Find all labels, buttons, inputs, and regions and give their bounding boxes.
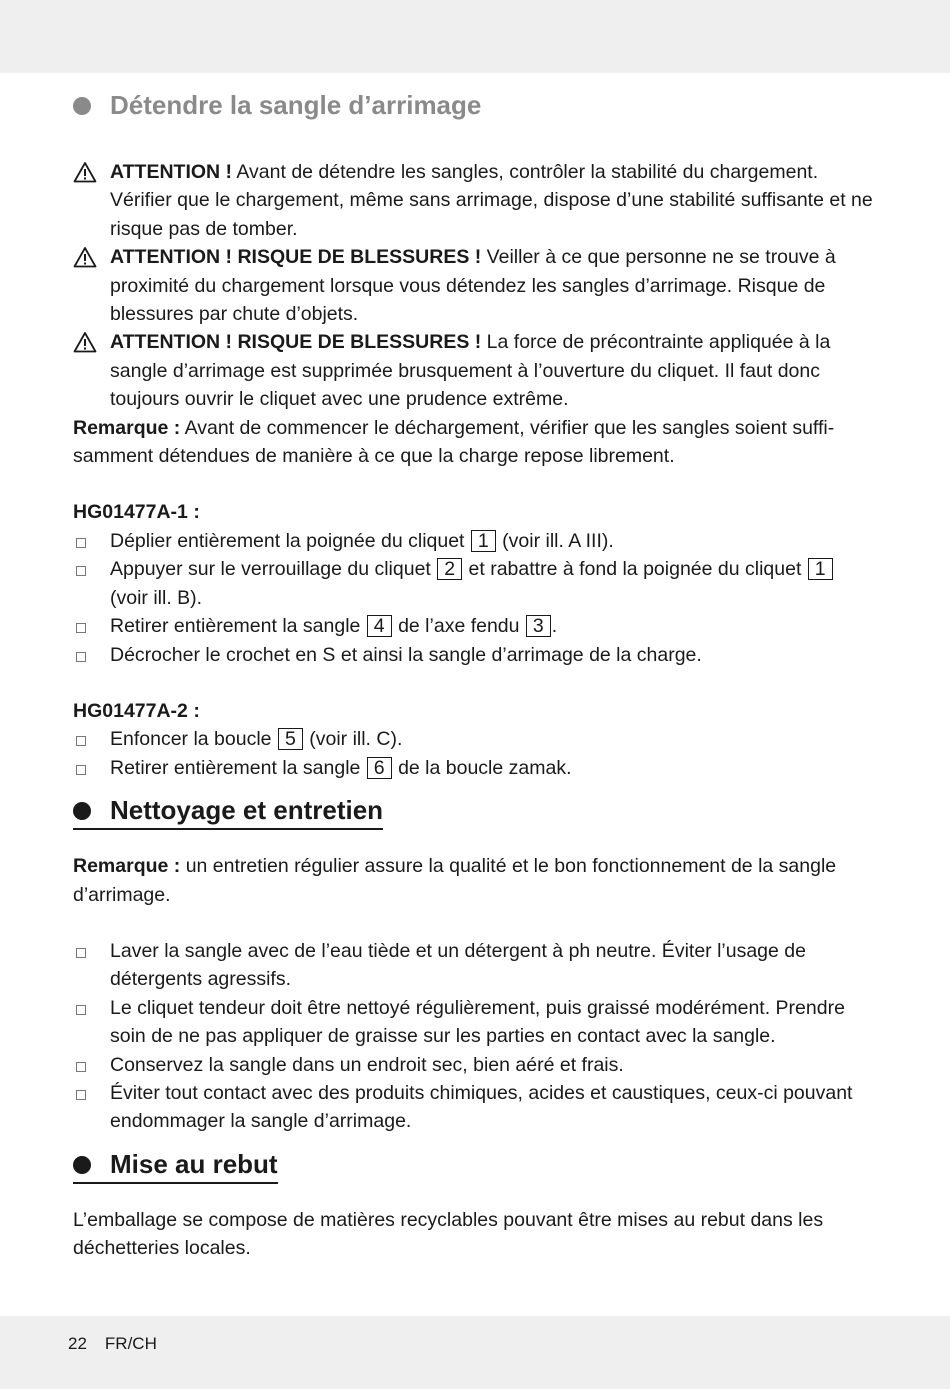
checkbox-square-icon	[76, 566, 86, 576]
item-text: Laver la sangle avec de l’eau tiède et un détergent à ph neutre. Éviter l’usage de détergents agressifs.	[110, 939, 806, 991]
part-number-ref: 6	[367, 757, 392, 779]
checkbox-square-icon	[76, 765, 86, 775]
disposal-paragraph: L’emballage se compose de matières recyclables pouvant être mises au rebut dans les déchetteries locales.	[73, 1208, 824, 1260]
checkbox-square-icon	[76, 1005, 86, 1015]
item-text: de la boucle zamak.	[392, 756, 572, 779]
section-heading-nettoyage	[73, 793, 383, 830]
item-text: Éviter tout contact avec des produits chimiques, acides et caustiques, ceux-ci pouvant endommager la sangle d’arrimage.	[110, 1081, 853, 1133]
list-item	[73, 1051, 873, 1079]
note-label: Remarque :	[73, 855, 181, 878]
item-text: (voir ill. C).	[303, 728, 403, 751]
list-item	[73, 555, 873, 612]
note-paragraph	[73, 852, 873, 909]
warning-label: ATTENTION !	[110, 161, 233, 183]
header-band	[0, 0, 950, 73]
warning-text: La force de précontrainte appliquée à la sangle d’arrimage est supprimée brusquement à l’ouverture du cliquet. Il faut donc toujours ouvrir le cliquet avec une prudence extrême.	[110, 331, 831, 411]
section-heading-detendre	[73, 88, 873, 122]
note-label: Remarque :	[73, 416, 181, 439]
item-text: Appuyer sur le verrouillage du cliquet	[110, 558, 437, 581]
warning-triangle-icon	[73, 161, 97, 183]
item-text: Retirer entièrement la sangle	[110, 615, 366, 638]
item-text: (voir ill. A III).	[496, 529, 614, 552]
warning-text: Veiller à ce que personne ne se trouve à proximité du chargement lorsque vous détendez les sangles d’arrimage. Risque de blessures par chute d’objets.	[110, 246, 836, 326]
list-item	[73, 1079, 873, 1136]
part-number-ref: 3	[526, 615, 551, 637]
list-item	[73, 937, 873, 994]
item-text: Enfoncer la boucle	[110, 728, 277, 751]
page-content	[73, 88, 873, 1263]
item-text: (voir ill. B).	[110, 586, 203, 609]
warning-2	[73, 243, 873, 328]
part-number-ref: 1	[808, 558, 833, 580]
language-code: FR/CH	[104, 1334, 157, 1353]
item-text: .	[551, 615, 558, 638]
page-number: 22	[68, 1334, 87, 1353]
item-text: Déplier entièrement la poignée du cliquet	[110, 529, 470, 552]
model-1-heading: HG01477A-1 :	[73, 501, 200, 524]
item-text: Conservez la sangle dans un endroit sec, bien aéré et frais.	[110, 1053, 624, 1076]
list-item	[73, 994, 873, 1051]
section-title: Mise au rebut	[110, 1148, 278, 1179]
warning-label: ATTENTION ! RISQUE DE BLESSURES !	[110, 331, 482, 354]
warning-triangle-icon	[73, 331, 97, 353]
list-item	[73, 612, 873, 640]
checkbox-square-icon	[76, 736, 86, 746]
warning-label: ATTENTION ! RISQUE DE BLESSURES !	[110, 246, 482, 269]
list-item	[73, 725, 873, 753]
part-number-ref: 1	[471, 530, 496, 552]
warning-text: Avant de détendre les sangles, contrôler la stabilité du chargement. Vérifier que le chargement, même sans arrimage, dispose d’une stabilité suffisante et ne risque pas de tomber.	[110, 161, 873, 240]
section-title: Nettoyage et entretien	[110, 795, 384, 826]
warning-1	[73, 158, 873, 243]
bullet-icon	[73, 802, 91, 820]
part-number-ref: 5	[278, 728, 303, 750]
item-text: de l’axe fendu	[392, 615, 525, 638]
note-paragraph	[73, 414, 873, 471]
section-title: Détendre la sangle d’arrimage	[110, 90, 482, 120]
page-footer	[68, 1334, 175, 1354]
part-number-ref: 2	[437, 558, 462, 580]
checkbox-square-icon	[76, 623, 86, 633]
section-heading-rebut	[73, 1147, 278, 1184]
note-text: un entretien régulier assure la qualité et le bon fonctionnement de la sangle d’arrimage.	[73, 855, 837, 906]
note-text: Avant de commencer le déchargement, vérifier que les sangles soient suffi-samment détendues de manière à ce que la charge repose librement.	[73, 416, 835, 468]
bullet-icon	[73, 97, 91, 115]
item-text: et rabattre à fond la poignée du cliquet	[463, 558, 807, 581]
model-2-heading: HG01477A-2 :	[73, 699, 200, 722]
item-text: Le cliquet tendeur doit être nettoyé régulièrement, puis graissé modérément. Prendre soin de ne pas appliquer de graisse sur les parties en contact avec la sangle.	[110, 996, 845, 1048]
bullet-icon	[73, 1156, 91, 1174]
part-number-ref: 4	[367, 615, 392, 637]
warning-triangle-icon	[73, 246, 97, 268]
list-item	[73, 754, 873, 782]
warning-3	[73, 328, 873, 413]
checkbox-square-icon	[76, 538, 86, 548]
checkbox-square-icon	[76, 948, 86, 958]
checkbox-square-icon	[76, 1062, 86, 1072]
item-text: Décrocher le crochet en S et ainsi la sangle d’arrimage de la charge.	[110, 643, 702, 666]
checkbox-square-icon	[76, 652, 86, 662]
list-item	[73, 527, 873, 555]
checkbox-square-icon	[76, 1090, 86, 1100]
list-item	[73, 641, 873, 669]
item-text: Retirer entièrement la sangle	[110, 756, 366, 779]
